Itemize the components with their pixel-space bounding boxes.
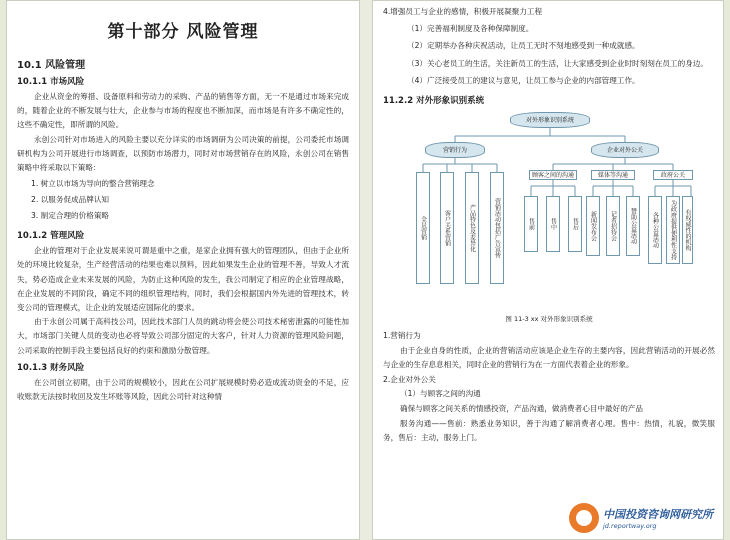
subsection-heading: 10.1.1 市场风险 [17,77,85,87]
diagram-leaf: 售前 [524,196,538,252]
paragraph: 由于企业自身的性质，企业的营销活动应该是企业生存的主要内容，因此营销活动的开展必然与企业的生存息息相关，同时企业的营销行为在一方面代表着企业的形象。 [383,345,715,370]
section-heading: 10.1 风险管理 [17,60,86,71]
diagram-leaf: 售后 [568,196,582,252]
section-label: 2.企业对外公关 [383,374,436,384]
subsection-heading: 10.1.2 管理风险 [17,231,85,242]
diagram-branch: 企业对外公关 [591,142,659,158]
section-label: 1.营销行为 [383,330,421,340]
list-item: （2）定期举办各种庆祝活动，让员工无时不刻地感受到一种成就感。 [407,41,640,51]
diagram-branch: 营销行为 [425,142,485,158]
list-item: （4）广泛接受员工的建议与意见，让员工参与企业的内部管理工作。 [407,76,640,86]
page-gutter [360,0,372,540]
diagram-leaf: 为政府提供便利性支持 [666,196,680,264]
sub-label: （1）与顾客之间的沟通 [400,389,481,399]
org-diagram [407,110,693,310]
diagram-leaf: 售中 [546,196,560,252]
paragraph: 企业的管理对于企业发展来说可谓是重中之重，是家企业拥有强大的管理团队，但由于企业所处的环境比较复杂，生产经营活动的结果也难以预料，因此如果发生企业的管理不善，导致人才流失，势必造成企业未来发展的风险，为防止这种风险的发生，我公司制定了相应的企业管理战略，在企业发展的不同阶段，确定不同的组织管理结构，同时，我们会根据国内外先进的管理技术，转变公司的管理模式，让企业的发展适应国际化的要求。 [17,246,349,313]
watermark-logo-icon [569,503,599,533]
left-page [6,0,360,540]
list-item: （3）关心老员工的生活，关注新员工的生活，让大家感受到企业时时刻刻在员工的身边。 [407,58,708,68]
paragraph: 永创公司针对市场进入的风险主要以充分详实的市场调研为公司决策的前提，公司委托市场调研机构为公司开展进行市场调查，以预防市场潜力，同时对市场营销存在的风险，永创公司在销售策略中将采取以下策略： [17,134,349,173]
diagram-leaf: 全员营销 [416,172,430,284]
diagram-leaf: 营销活动包括广告宣传 [490,172,504,284]
diagram-subbranch: 顾客之间的沟通 [529,170,577,180]
figure-caption: 图 11-3 xx 对外形象识别系统 [505,314,593,323]
watermark [569,503,713,533]
diagram-leaf: 赞助公益活动 [626,196,640,256]
diagram-leaf: 各种公益活动 [648,196,662,264]
paragraph: 确保与顾客之间关系的情感投资，产品沟通，做消费者心目中最好的产品 [400,403,643,413]
list-item: 2. 以服务促成品牌认知 [31,195,110,205]
paragraph: 4.增强员工与企业的感情，积极开展凝聚力工程 [383,7,543,16]
list-item: 1. 树立以市场为导向的整合营销理念 [31,179,155,189]
diagram-leaf: 新闻发布会 [586,196,600,256]
list-item: 3. 制定合理的价格策略 [31,211,110,221]
paragraph: 在公司创立初期，由于公司的规模较小，因此在公司扩展规模时势必造成流动资金的不足，应收账款无法按时收回及发生坏账等风险，因此公司针对这种情 [17,377,349,402]
diagram-subbranch: 政府公关 [653,170,693,180]
diagram-leaf: 产品特色及差异化 [465,172,479,284]
watermark-text: 中国投资咨询网研究所 [603,508,713,521]
subsection-heading: 10.1.3 财务风险 [17,362,85,373]
chapter-title: 第十部分 风险管理 [107,22,259,42]
paragraph: 由于永创公司属于高科技公司，因此技术部门人员的跳动将会使公司技术秘密泄露的可能性加大，市场部门关键人员的变动也必将导致公司部分固定的大客户，针对人力资源的管理风险问题，公司采取的控制手段主要包括良好的约束和激励分散管理。 [17,317,349,355]
paragraph: 服务沟通——售前：熟悉业务知识，善于沟通了解消费者心理。售中：热情，礼貌，微笑服务，售后：主动，服务上门。 [383,418,715,443]
diagram-leaf: 客户关系营销 [440,172,454,284]
right-page [372,0,724,540]
diagram-root: 对外形象识别系统 [510,112,590,128]
subsection-heading: 11.2.2 对外形象识别系统 [383,95,485,106]
diagram-leaf: 记者招待会 [606,196,620,256]
watermark-url: jd.reportway.org [603,522,657,530]
list-item: （1）完善福利制度及各种保障制度。 [407,23,534,33]
diagram-leaf: 有权威性的机构 [682,196,693,264]
paragraph: 企业从资金的筹措、设备原料和劳动力的采购、产品的销售等方面，无一不是通过市场来完成的，随着企业的不断发展与壮大，企业参与市场的程度也不断加深，而市场是有许多不确定性的，这些不确定性，即所谓的风险。 [17,92,349,130]
diagram-subbranch: 媒体等沟通 [591,170,635,180]
